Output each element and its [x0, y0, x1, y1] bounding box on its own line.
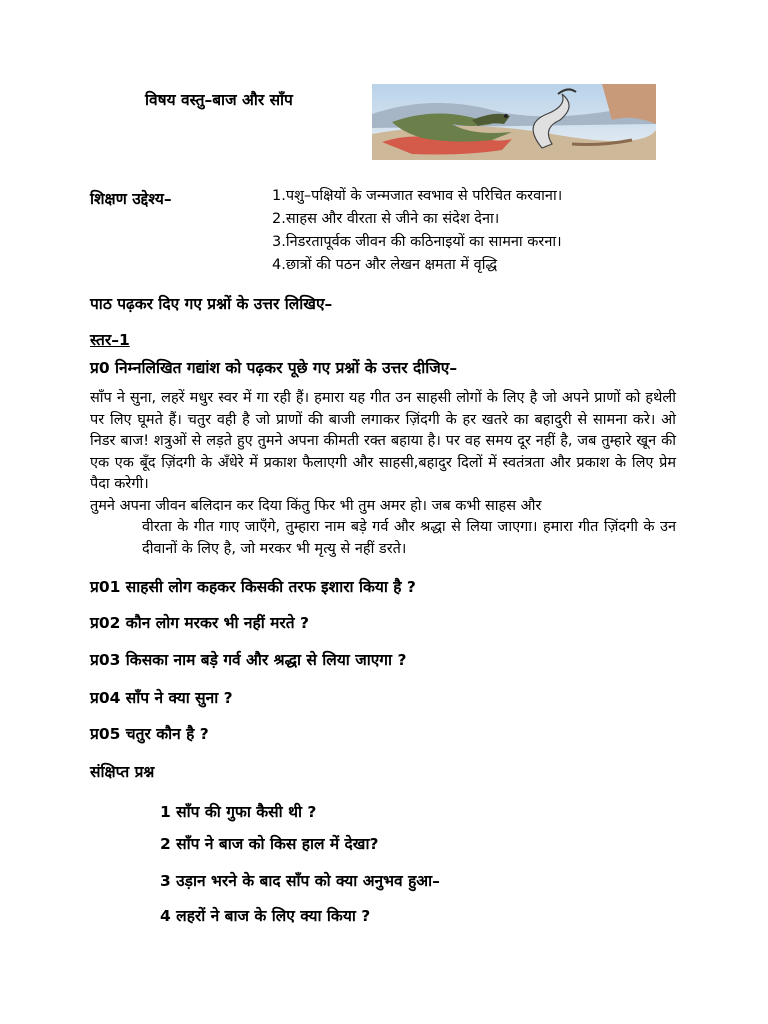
short-question-2: 2 सॉंप ने बाज को किस हाल में देखा? [160, 835, 379, 853]
question-3: प्र03 किसका नाम बड़े गर्व और श्रद्धा से लिया जाएगा ? [90, 651, 407, 669]
short-question-4: 4 लहरों ने बाज के लिए क्या किया ? [160, 907, 371, 925]
passage [90, 388, 676, 560]
objectives-label: शिक्षण उद्देश्य– [90, 190, 172, 208]
objective-item: 4.छात्रों की पठन और लेखन क्षमता में वृद्धि [272, 257, 498, 273]
short-question-3: 3 उड़ान भरने के बाद सॉंप को क्या अनुभव हुआ– [160, 872, 440, 890]
passage-line: तुमने अपना जीवन बलिदान कर दिया किंतु फिर भी तुम अमर हो। जब कभी साहस और [90, 497, 542, 514]
instruction: पाठ पढ़कर दिए गए प्रश्नों के उत्तर लिखिए– [90, 295, 333, 313]
question-2: प्र02 कौन लोग मरकर भी नहीं मरते ? [90, 614, 309, 632]
objectives-list [272, 185, 562, 277]
level-heading: स्तर–1 [90, 331, 130, 349]
passage-line: वीरता के गीत गाए जाएँगे, तुम्हारा नाम बड़े गर्व और श्रद्धा से लिया जाएगा। हमारा गीत ज़िंदगी के उन दीवानों के लिए है, जो मरकर भी मृत्यु से नहीं डरते। [142, 519, 676, 557]
objective-item: 2.साहस और वीरता से जीने का संदेश देना। [272, 211, 500, 227]
passage-paragraph: साँप ने सुना, लहरें मधुर स्वर में गा रही हैं। हमारा यह गीत उन साहसी लोगों के लिए है जो अपने प्राणों को हथेली पर लिए घूमते हैं। चतुर वही है जो प्राणों की बाजी लगाकर ज़िंदगी के हर खतरे का बहादुरी से सामना करे। ओ निडर बाज! शत्रुओं से लड़ते हुए तुमने अपना कीमती रक्त बहाया है। पर वह समय दूर नहीं है, जब तुम्हारे खून की एक एक बूँद ज़िंदगी के अँधेरे में प्रकाश फैलाएगी और साहसी,बहादुर दिलों में स्वतंत्रता और प्रकाश के लिए प्रेम पैदा करेगी। [90, 390, 676, 492]
question-5: प्र05 चतुर कौन है ? [90, 725, 209, 743]
passage-paragraph-2 [90, 496, 676, 561]
eagle-snake-illustration [372, 84, 656, 160]
objective-item: 3.निडरतापूर्वक जीवन की कठिनाइयों का सामना करना। [272, 234, 562, 250]
question-4: प्र04 सॉंप ने क्या सुना ? [90, 689, 233, 707]
objective-item: 1.पशु–पक्षियों के जन्मजात स्वभाव से परिचित करवाना। [272, 188, 563, 204]
short-question-1: 1 सॉंप की गुफा कैसी थी ? [160, 803, 317, 821]
short-questions-heading: संक्षिप्त प्रश्न [90, 763, 155, 781]
page-title: विषय वस्तु–बाज और साँप [145, 91, 293, 109]
question-heading: प्र0 निम्नलिखित गद्यांश को पढ़कर पूछे गए प्रश्नों के उत्तर दीजिए– [90, 359, 458, 377]
question-1: प्र01 साहसी लोग कहकर किसकी तरफ इशारा किया है ? [90, 578, 416, 596]
